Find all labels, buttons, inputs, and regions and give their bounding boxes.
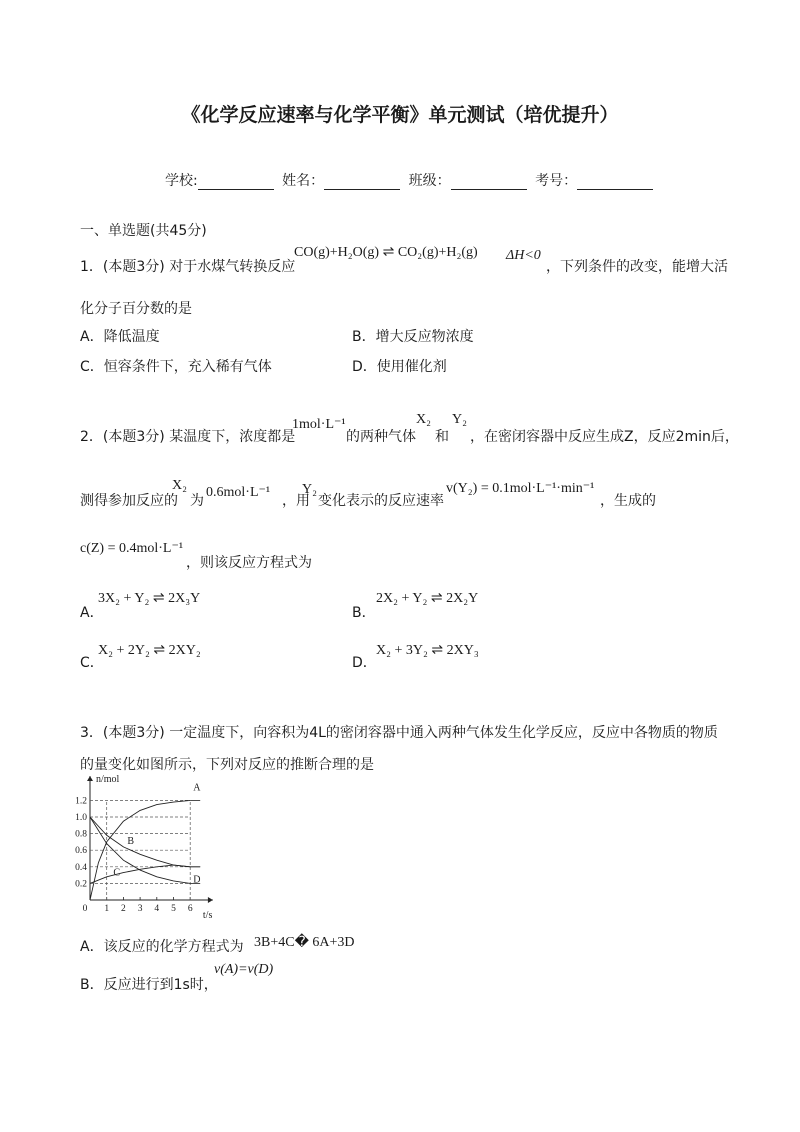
y-tick-label: 0.4 bbox=[75, 862, 87, 873]
q2-option-d-label[interactable]: D． bbox=[352, 655, 377, 671]
q2-option-a-label[interactable]: A． bbox=[80, 605, 104, 621]
q3-line2: 的量变化如图所示，下列对反应的推断合理的是 bbox=[80, 757, 374, 773]
q1-prefix: 1．(本题3分) 对于水煤气转换反应 bbox=[80, 259, 296, 275]
student-info bbox=[165, 170, 657, 190]
y-axis-label: n/mol bbox=[96, 774, 120, 785]
q2-option-b-label[interactable]: B． bbox=[352, 605, 376, 621]
x-tick-label: 4 bbox=[154, 904, 160, 914]
q3-option-b-formula[interactable]: v(A)=v(D) bbox=[214, 962, 274, 977]
q1-enthalpy: ΔH<0 bbox=[506, 248, 541, 263]
series-line-B bbox=[90, 817, 190, 867]
q3-option-a-text[interactable]: A．该反应的化学方程式为 bbox=[80, 939, 244, 955]
y-tick-label: 1.2 bbox=[75, 796, 87, 807]
q3-chart bbox=[68, 772, 258, 922]
name-field[interactable] bbox=[324, 175, 400, 190]
x-axis-label: t/s bbox=[202, 910, 213, 921]
school-label: 学校: bbox=[165, 173, 198, 189]
q2-line1-b: 的两种气体 bbox=[346, 429, 416, 445]
q1-suffix: ，下列条件的改变，能增大活 bbox=[546, 259, 728, 275]
q2-line1-c: ，在密闭容器中反应生成Z，反应2min后， bbox=[470, 429, 739, 445]
q2-and: 和 bbox=[435, 429, 449, 445]
x-tick-label: 2 bbox=[121, 904, 126, 914]
class-label: 班级： bbox=[408, 173, 451, 189]
q3-line1: 3．(本题3分) 一定温度下，向容积为4L的密闭容器中通入两种气体发生化学反应，反应中各物质的物质 bbox=[80, 725, 718, 741]
series-label-A: A bbox=[193, 782, 201, 794]
y-axis-arrow bbox=[87, 776, 93, 781]
series-label-D: D bbox=[193, 874, 201, 886]
q2-line2-e: ，生成的 bbox=[600, 493, 656, 509]
q2-line3-text: ，则该反应方程式为 bbox=[186, 555, 312, 571]
q2-x2-value: 0.6mol·L⁻¹ bbox=[206, 485, 271, 500]
school-field[interactable] bbox=[198, 175, 274, 190]
q1-line2: 化分子百分数的是 bbox=[80, 301, 192, 317]
q3-option-a-formula[interactable]: 3B+4C� 6A+3D bbox=[254, 935, 355, 950]
number-label: 考号： bbox=[535, 173, 578, 189]
q2-line2-c: ，用 bbox=[282, 493, 310, 509]
x-tick-label: 5 bbox=[171, 904, 176, 914]
q2-option-c[interactable]: X₂ + 2Y₂ ⇌ 2XY₂ bbox=[98, 643, 201, 658]
q2-line2-d: 变化表示的反应速率 bbox=[318, 493, 444, 509]
series-line-C bbox=[90, 865, 190, 883]
series-label-B: B bbox=[127, 835, 135, 847]
q2-option-d[interactable]: X₂ + 3Y₂ ⇌ 2XY₃ bbox=[376, 643, 479, 658]
q2-option-b[interactable]: 2X₂ + Y₂ ⇌ 2X₂Y bbox=[376, 591, 479, 606]
q2-x2: X₂ bbox=[416, 412, 431, 427]
q2-concentration: 1mol·L⁻¹ bbox=[292, 417, 346, 432]
q1-option-c[interactable]: C．恒容条件下，充入稀有气体 bbox=[80, 359, 272, 375]
y-tick-label: 1.0 bbox=[75, 813, 87, 823]
q2-x2-consumed: X₂ bbox=[172, 478, 187, 493]
q1-reaction: CO(g)+H₂O(g) ⇌ CO₂(g)+H₂(g) bbox=[294, 245, 478, 260]
section-heading: 一、单选题(共45分) bbox=[80, 223, 207, 239]
q2-line2-a: 测得参加反应的 bbox=[80, 493, 178, 509]
name-label: 姓名： bbox=[282, 173, 325, 189]
q2-rate-formula: v(Y₂) = 0.1mol·L⁻¹·min⁻¹ bbox=[446, 481, 595, 496]
q2-option-a[interactable]: 3X₂ + Y₂ ⇌ 2X₃Y bbox=[98, 591, 201, 606]
x-tick-label: 3 bbox=[137, 904, 143, 914]
x-axis-arrow bbox=[208, 897, 213, 903]
x-tick-label: 0 bbox=[82, 904, 88, 914]
page-title: 《化学反应速率与化学平衡》单元测试（培优提升） bbox=[181, 104, 619, 126]
y-tick-label: 0.8 bbox=[75, 829, 87, 840]
q2-y2-rate-species: Y₂ bbox=[302, 482, 317, 497]
number-field[interactable] bbox=[577, 175, 653, 190]
class-field[interactable] bbox=[451, 175, 527, 190]
q1-option-a[interactable]: A．降低温度 bbox=[80, 329, 160, 345]
y-tick-label: 0.6 bbox=[75, 846, 87, 857]
q3-option-b-text[interactable]: B．反应进行到1s时， bbox=[80, 977, 218, 993]
q1-option-b[interactable]: B．增大反应物浓度 bbox=[352, 329, 474, 345]
y-tick-label: 0.2 bbox=[75, 879, 87, 890]
x-tick-label: 6 bbox=[187, 904, 193, 914]
q2-y2: Y₂ bbox=[452, 412, 467, 427]
q2-line2-b: 为 bbox=[190, 493, 204, 509]
q2-line1-a: 2．(本题3分) 某温度下，浓度都是 bbox=[80, 429, 296, 445]
x-tick-label: 1 bbox=[104, 904, 110, 914]
q2-cz-formula: c(Z) = 0.4mol·L⁻¹ bbox=[80, 541, 184, 556]
series-label-C: C bbox=[113, 867, 121, 879]
q2-option-c-label[interactable]: C． bbox=[80, 655, 104, 671]
q1-option-d[interactable]: D．使用催化剂 bbox=[352, 359, 447, 375]
